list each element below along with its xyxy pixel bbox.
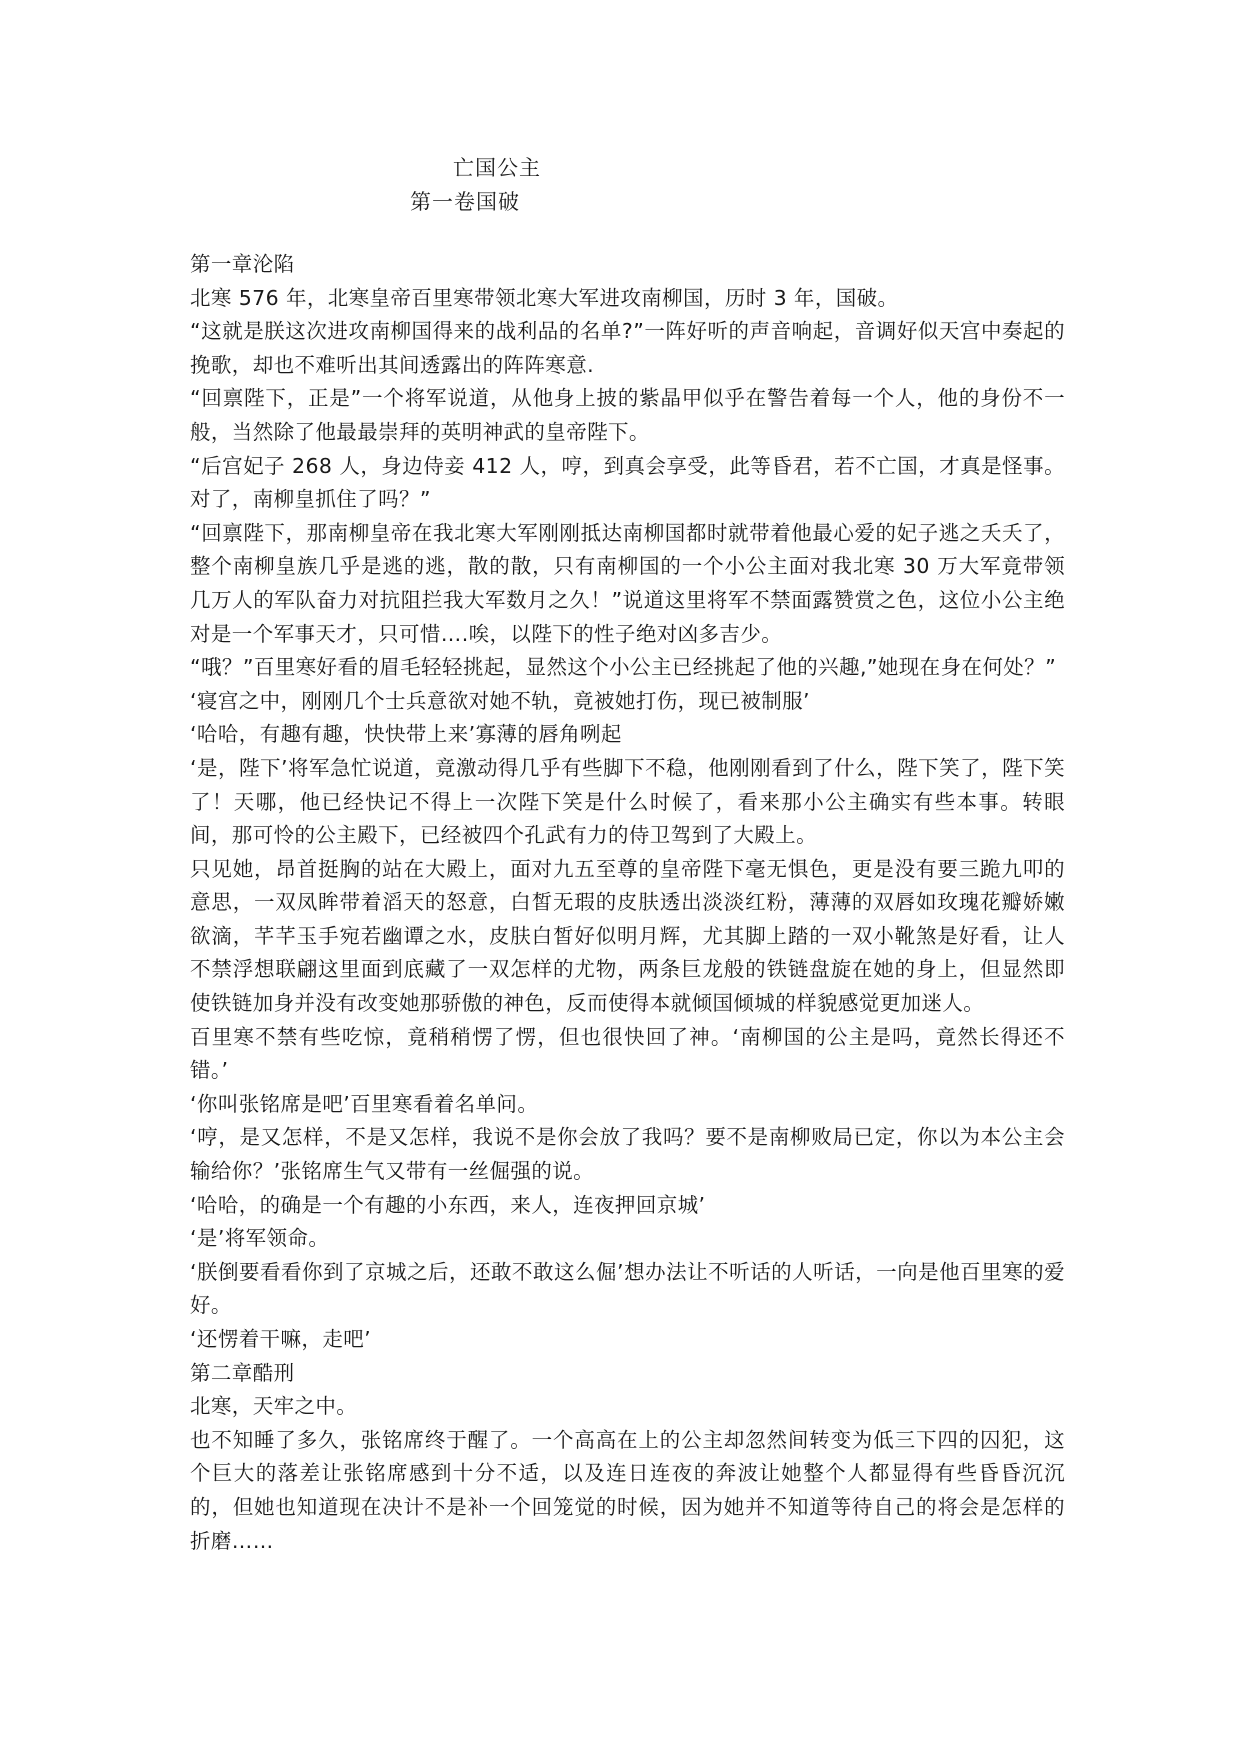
paragraph: “哦？”百里寒好看的眉毛轻轻挑起，显然这个小公主已经挑起了他的兴趣,”她现在身在何处？” — [190, 655, 1057, 680]
document-body — [190, 248, 1065, 1558]
paragraph: ‘哈哈，的确是一个有趣的小东西，来人，连夜押回京城’ — [190, 1192, 706, 1217]
paragraph: ‘朕倒要看看你到了京城之后，还敢不敢这么倔’想办法让不听话的人听话，一向是他百里寒的爱好。 — [190, 1259, 1065, 1318]
paragraph: 百里寒不禁有些吃惊，竟稍稍愣了愣，但也很快回了神。‘南柳国的公主是吗，竟然长得还不错。’ — [190, 1024, 1065, 1083]
paragraph: ‘是，陛下’将军急忙说道，竟激动得几乎有些脚下不稳，他刚刚看到了什么，陛下笑了，陛下笑了！天哪，他已经快记不得上一次陛下笑是什么时候了，看来那小公主确实有些本事。转眼间，那可怜的公主殿下，已经被四个孔武有力的侍卫驾到了大殿上。 — [190, 755, 1065, 848]
paragraph: “回禀陛下，正是”一个将军说道，从他身上披的紫晶甲似乎在警告着每一个人，他的身份不一般，当然除了他最最崇拜的英明神武的皇帝陛下。 — [190, 386, 1065, 444]
paragraph: “后宫妃子 268 人，身边侍妾 412 人，哼，到真会享受，此等昏君，若不亡国，才真是怪事。对了，南柳皇抓住了吗？” — [190, 453, 1065, 512]
chapter-heading: 第一章沦陷 — [190, 252, 295, 276]
paragraph: 北寒，天牢之中。 — [190, 1394, 358, 1419]
paragraph: 只见她，昂首挺胸的站在大殿上，面对九五至尊的皇帝陛下毫无惧色，更是没有要三跪九叩的意思，一双凤眸带着滔天的怒意，白皙无瑕的皮肤透出淡淡红粉，薄薄的双唇如玫瑰花瓣娇嫩欲滴，芊芊玉手宛若幽谭之水，皮肤白皙好似明月辉，尤其脚上踏的一双小靴煞是好看，让人不禁浮想联翩这里面到底藏了一双怎样的尤物，两条巨龙般的铁链盘旋在她的身上，但显然即使铁链加身并没有改变她那骄傲的神色，反而使得本就倾国倾城的样貌感觉更加迷人。 — [190, 856, 1065, 1016]
paragraph: ‘是’将军领命。 — [190, 1226, 330, 1251]
paragraph: 也不知睡了多久，张铭席终于醒了。一个高高在上的公主却忽然间转变为低三下四的囚犯，这个巨大的落差让张铭席感到十分不适，以及连日连夜的奔波让她整个人都显得有些昏昏沉沉的，但她也知道现在决计不是补一个回笼觉的时候，因为她并不知道等待自己的将会是怎样的折磨…… — [190, 1427, 1065, 1553]
paragraph: ‘还愣着干嘛，走吧’ — [190, 1327, 372, 1351]
paragraph: ‘你叫张铭席是吧’百里寒看着名单问。 — [190, 1091, 539, 1116]
chapter-heading: 第二章酷刑 — [190, 1360, 295, 1385]
volume-title: 第一卷国破 — [410, 190, 520, 214]
book-title: 亡国公主 — [453, 156, 541, 180]
paragraph: “回禀陛下，那南柳皇帝在我北寒大军刚刚抵达南柳国都时就带着他最心爱的妃子逃之夭夭了，整个南柳皇族几乎是逃的逃，散的散，只有南柳国的一个小公主面对我北寒 30 万大军竟带领几万人的军队奋力对抗阻拦我大军数月之久！”说道这里将军不禁面露赞赏之色，这位小公主绝对是一个军事天才，只可惜….唉，以陛下的性子绝对凶多吉少。 — [190, 520, 1065, 646]
paragraph: 北寒 576 年，北寒皇帝百里寒带领北寒大军进攻南柳国，历时 3 年，国破。 — [190, 285, 899, 310]
paragraph: ‘哼，是又怎样，不是又怎样，我说不是你会放了我吗？要不是南柳败局已定，你以为本公主会输给你？’张铭席生气又带有一丝倔强的说。 — [190, 1125, 1065, 1184]
paragraph: “这就是朕这次进攻南柳国得来的战利品的名单?”一阵好听的声音响起，音调好似天宫中奏起的挽歌，却也不难听出其间透露出的阵阵寒意. — [190, 319, 1065, 377]
paragraph: ‘哈哈，有趣有趣，快快带上来’寡薄的唇角咧起 — [190, 722, 622, 747]
paragraph: ‘寝宫之中，刚刚几个士兵意欲对她不轨，竟被她打伤，现已被制服’ — [190, 688, 810, 713]
